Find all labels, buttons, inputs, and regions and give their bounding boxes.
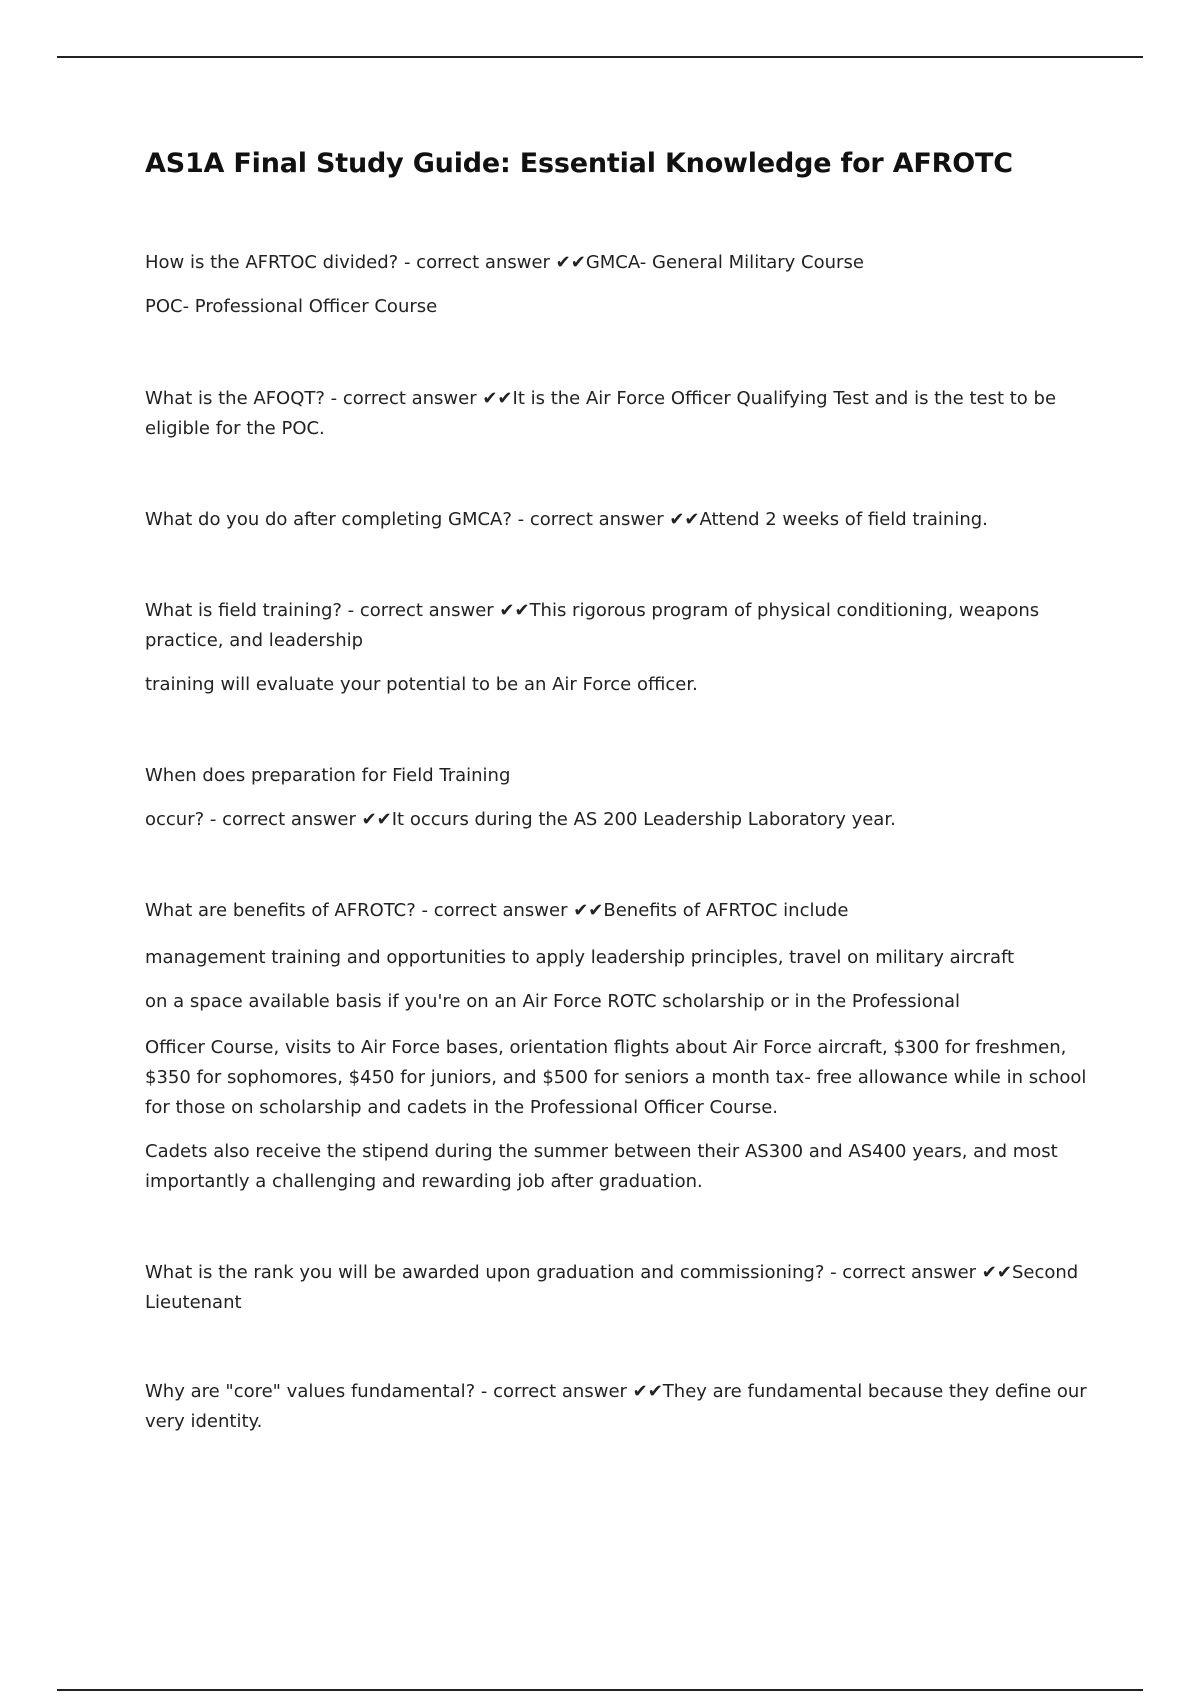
qa-line: Why are "core" values fundamental? - correct answer ✔✔They are fundamental because they define our very identity. [145,1381,1087,1432]
qa-line: What is the AFOQT? - correct answer ✔✔It is the Air Force Officer Qualifying Test and is the test to be eligible for the POC. [145,388,1057,439]
qa-line: occur? - correct answer ✔✔It occurs during the AS 200 Leadership Laboratory year. [145,809,896,830]
qa-line: Officer Course, visits to Air Force bases, orientation flights about Air Force aircraft, $300 for freshmen, $350 for sophomores, $450 for juniors, and $500 for seniors a month tax- free allowance while in school for those on scholarship and cadets in the Professional Officer Course. [145,1037,1087,1118]
qa-line: What is field training? - correct answer ✔✔This rigorous program of physical conditioning, weapons practice, and leadership [145,600,1040,651]
qa-line: How is the AFRTOC divided? - correct answer ✔✔GMCA- General Military Course [145,252,864,273]
qa-line: POC- Professional Officer Course [145,296,438,317]
qa-line: on a space available basis if you're on an Air Force ROTC scholarship or in the Professional [145,991,961,1012]
qa-line: management training and opportunities to apply leadership principles, travel on military aircraft [145,947,1015,968]
document-title: AS1A Final Study Guide: Essential Knowledge for AFROTC [145,148,1013,179]
qa-line: What are benefits of AFROTC? - correct answer ✔✔Benefits of AFRTOC include [145,900,849,921]
qa-line: What is the rank you will be awarded upon graduation and commissioning? - correct answer ✔✔Second Lieutenant [145,1262,1079,1313]
qa-line: What do you do after completing GMCA? - correct answer ✔✔Attend 2 weeks of field training. [145,509,988,530]
qa-line: When does preparation for Field Training [145,765,511,786]
top-rule [57,56,1143,58]
bottom-rule [57,1689,1143,1691]
qa-line: Cadets also receive the stipend during the summer between their AS300 and AS400 years, and most importantly a challenging and rewarding job after graduation. [145,1141,1058,1192]
qa-line: training will evaluate your potential to be an Air Force officer. [145,674,698,695]
